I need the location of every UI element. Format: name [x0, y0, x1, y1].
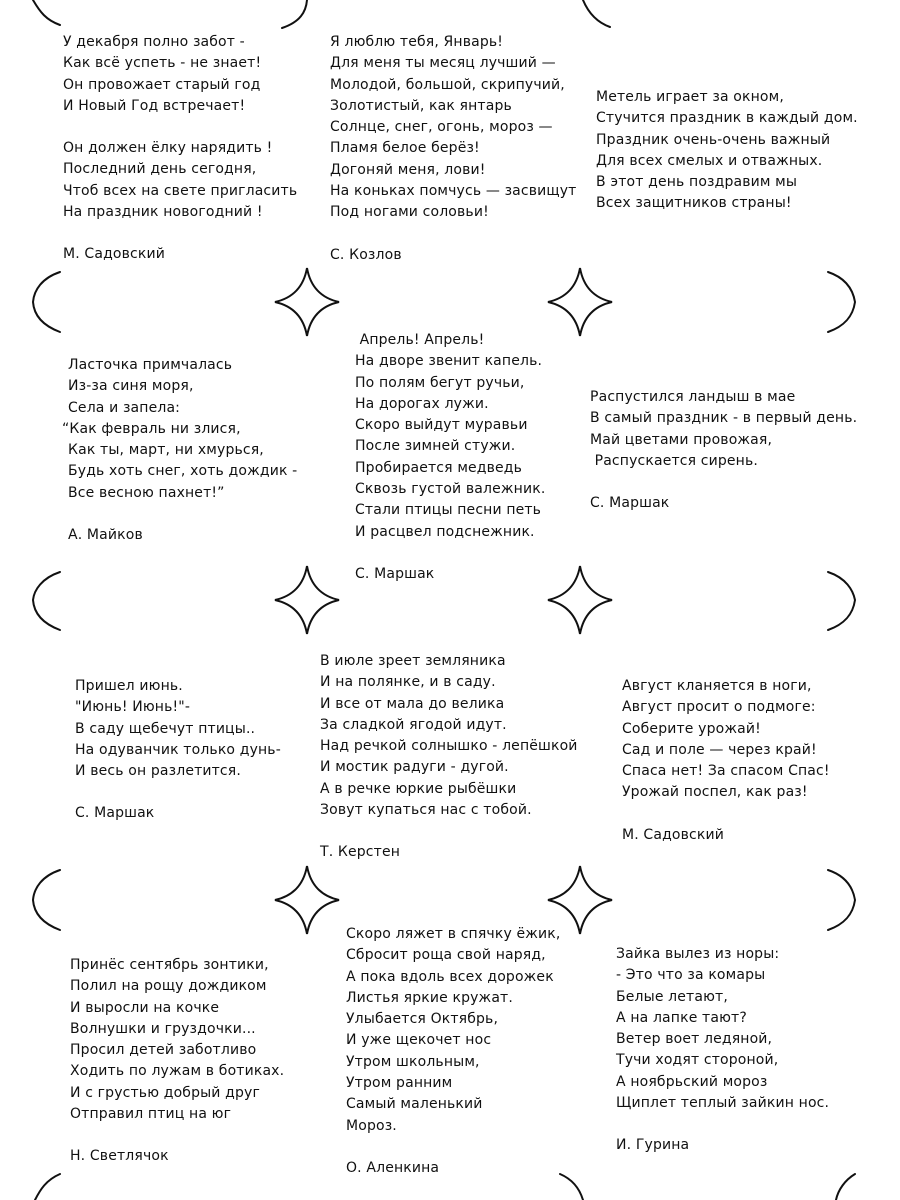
- poem-line: Спаса нет! За спасом Спас!: [622, 763, 830, 780]
- poem-line: Скоро выйдут муравьи: [355, 417, 528, 434]
- corner-arc: [828, 870, 855, 930]
- poem-line: Листья яркие кружат.: [346, 989, 513, 1006]
- poem-line: Пробирается медведь: [355, 459, 523, 476]
- corner-arc: [828, 272, 855, 332]
- poem-line: Ходить по лужам в ботиках.: [70, 1063, 285, 1080]
- poem-line: Солнце, снег, огонь, мороз —: [330, 119, 553, 136]
- poem-october: [346, 924, 560, 1179]
- poem-line: У декабря полно забот -: [63, 34, 245, 50]
- poem-line: Утром школьным,: [346, 1053, 480, 1070]
- poem-line: Как всё успеть - не знает!: [63, 55, 262, 72]
- poem-line: Над речкой солнышко - лепёшкой: [320, 738, 578, 755]
- poem-june: [75, 676, 281, 825]
- poem-line: Чтоб всех на свете пригласить: [63, 182, 298, 199]
- poem-line: По полям бегут ручьи,: [355, 374, 525, 391]
- poem-line: Все весною пахнет!”: [68, 484, 225, 501]
- poem-line: Распустился ландыш в мае: [590, 389, 796, 405]
- corner-arc: [560, 1174, 583, 1200]
- poem-line: А ноябрьский мороз: [616, 1073, 768, 1090]
- poem-author: Т. Керстен: [320, 844, 401, 861]
- poem-line: Полил на рощу дождиком: [70, 978, 267, 995]
- poem-line: Будь хоть снег, хоть дождик -: [68, 463, 298, 480]
- sparkle-icon: [275, 566, 339, 634]
- poem-line: Сад и поле — через край!: [622, 741, 817, 758]
- corner-arc: [33, 572, 60, 630]
- poem-line: На одуванчик только дунь-: [75, 741, 281, 758]
- corner-arc: [33, 0, 60, 25]
- poem-line: Тучи ходят стороной,: [616, 1052, 779, 1069]
- poem-line: Пламя белое берёз!: [330, 140, 480, 157]
- poem-line: Всех защитников страны!: [596, 195, 792, 212]
- poem-november: [616, 944, 829, 1157]
- poem-line: Отправил птиц на юг: [70, 1106, 232, 1123]
- poem-line: - Это что за комары: [616, 967, 766, 984]
- corner-arc: [33, 870, 60, 930]
- poem-august: [622, 676, 830, 846]
- poem-line: За сладкой ягодой идут.: [320, 716, 507, 733]
- poem-line: Апрель! Апрель!: [355, 332, 485, 348]
- poem-line: Золотистый, как янтарь: [330, 97, 512, 114]
- poem-february-defenders: [596, 87, 858, 215]
- poem-line: Пришел июнь.: [75, 678, 183, 694]
- poem-line: На коньках помчусь — засвищут: [330, 183, 577, 200]
- poem-line: А в речке юркие рыбёшки: [320, 780, 517, 797]
- poem-line: Метель играет за окном,: [596, 89, 784, 105]
- poem-line: И на полянке, и в саду.: [320, 674, 496, 691]
- poem-line: Распускается сирень.: [590, 452, 758, 469]
- poem-line: Под ногами соловьи!: [330, 204, 489, 221]
- poem-line: Догоняй меня, лови!: [330, 161, 486, 178]
- poem-line: И все от мала до велика: [320, 695, 505, 712]
- poem-line: Мороз.: [346, 1117, 397, 1134]
- poem-line: Щиплет теплый зайкин нос.: [616, 1095, 830, 1112]
- poem-line: Утром ранним: [346, 1075, 453, 1092]
- corner-arc: [828, 572, 855, 630]
- poem-line: Как ты, март, ни хмурься,: [68, 442, 264, 459]
- poem-line: На дворе звенит капель.: [355, 353, 543, 370]
- poem-line: Ласточка примчалась: [68, 357, 233, 373]
- corner-arc: [583, 0, 610, 27]
- poem-author: О. Аленкина: [346, 1159, 440, 1176]
- poem-line: [63, 117, 297, 138]
- poem-line: И расцвел подснежник.: [355, 523, 535, 540]
- poem-january: [330, 32, 577, 266]
- poem-april: [355, 330, 545, 585]
- poem-author: Н. Светлячок: [70, 1148, 169, 1165]
- poem-line: Август кланяется в ноги,: [622, 678, 812, 694]
- poem-line: В саду щебечут птицы..: [75, 720, 256, 737]
- poem-line: Улыбается Октябрь,: [346, 1011, 499, 1028]
- poem-line: В этот день поздравим мы: [596, 174, 798, 191]
- poem-line: Из-за синя моря,: [68, 378, 194, 395]
- sparkle-icon: [275, 866, 339, 934]
- poem-line: Самый маленький: [346, 1096, 483, 1113]
- poem-line: И выросли на кочке: [70, 999, 220, 1016]
- poem-line: Сквозь густой валежник.: [355, 481, 546, 498]
- poem-line: Просил детей заботливо: [70, 1042, 257, 1059]
- poem-line: В самый праздник - в первый день.: [590, 410, 858, 427]
- poem-line: И мостик радуги - дугой.: [320, 759, 509, 776]
- poem-author: А. Майков: [68, 527, 143, 544]
- poem-line: Села и запела:: [68, 399, 181, 416]
- corner-arc: [836, 1174, 855, 1200]
- poem-author: С. Козлов: [330, 246, 402, 263]
- corner-arc: [33, 272, 60, 332]
- poem-line: Молодой, большой, скрипучий,: [330, 76, 565, 93]
- poem-line: "Июнь! Июнь!"-: [75, 699, 191, 716]
- poem-line: А пока вдоль всех дорожек: [346, 968, 554, 985]
- poem-line: После зимней стужи.: [355, 438, 516, 455]
- sparkle-icon: [275, 268, 339, 336]
- corner-arc: [282, 0, 307, 28]
- poem-line: На праздник новогодний !: [63, 204, 263, 221]
- poem-march: [62, 355, 298, 546]
- poem-line: Праздник очень-очень важный: [596, 131, 831, 148]
- poem-line: Зовут купаться нас с тобой.: [320, 802, 532, 819]
- poem-september: [70, 955, 284, 1168]
- poem-author: М. Садовский: [63, 246, 165, 263]
- poem-author: М. Садовский: [622, 826, 724, 843]
- poem-line: Скоро ляжет в спячку ёжик,: [346, 926, 561, 942]
- poem-author: С. Маршак: [590, 495, 670, 512]
- sparkle-icon: [548, 566, 612, 634]
- poem-line: Май цветами провожая,: [590, 431, 773, 448]
- poem-july: [320, 651, 578, 864]
- poem-line: “Как февраль ни злися,: [62, 420, 241, 437]
- poem-line: Ветер воет ледяной,: [616, 1031, 773, 1048]
- poem-line: Белые летают,: [616, 988, 728, 1005]
- poem-line: Он провожает старый год: [63, 76, 261, 93]
- poem-line: На дорогах лужи.: [355, 395, 489, 412]
- poem-line: Он должен ёлку нарядить !: [63, 140, 273, 157]
- poem-author: С. Маршак: [75, 805, 155, 822]
- poem-line: Для меня ты месяц лучший —: [330, 55, 556, 72]
- poem-line: В июле зреет земляника: [320, 653, 506, 669]
- poem-line: Стали птицы песни петь: [355, 502, 542, 519]
- sparkle-icon: [548, 268, 612, 336]
- poem-line: Я люблю тебя, Январь!: [330, 34, 504, 50]
- poem-line: А на лапке тают?: [616, 1009, 747, 1026]
- poem-line: Соберите урожай!: [622, 720, 761, 737]
- poem-line: И весь он разлетится.: [75, 763, 241, 780]
- poem-line: Урожай поспел, как раз!: [622, 784, 808, 801]
- poem-line: Принёс сентябрь зонтики,: [70, 957, 269, 973]
- corner-arc: [35, 1174, 60, 1200]
- poem-author: С. Маршак: [355, 565, 435, 582]
- poem-line: Стучится праздник в каждый дом.: [596, 110, 858, 127]
- poem-line: Последний день сегодня,: [63, 161, 257, 178]
- poem-line: Сбросит роща свой наряд,: [346, 947, 546, 964]
- poem-line: Зайка вылез из норы:: [616, 946, 780, 962]
- poem-line: Для всех смелых и отважных.: [596, 152, 823, 169]
- poem-december: [63, 32, 297, 266]
- poem-may: [590, 387, 857, 514]
- poem-line: И уже щекочет нос: [346, 1032, 492, 1049]
- poem-line: Август просит о подмоге:: [622, 699, 816, 716]
- poem-line: И Новый Год встречает!: [63, 97, 246, 114]
- poem-line: Волнушки и груздочки...: [70, 1020, 256, 1037]
- poem-line: И с грустью добрый друг: [70, 1084, 260, 1101]
- poem-author: И. Гурина: [616, 1137, 690, 1154]
